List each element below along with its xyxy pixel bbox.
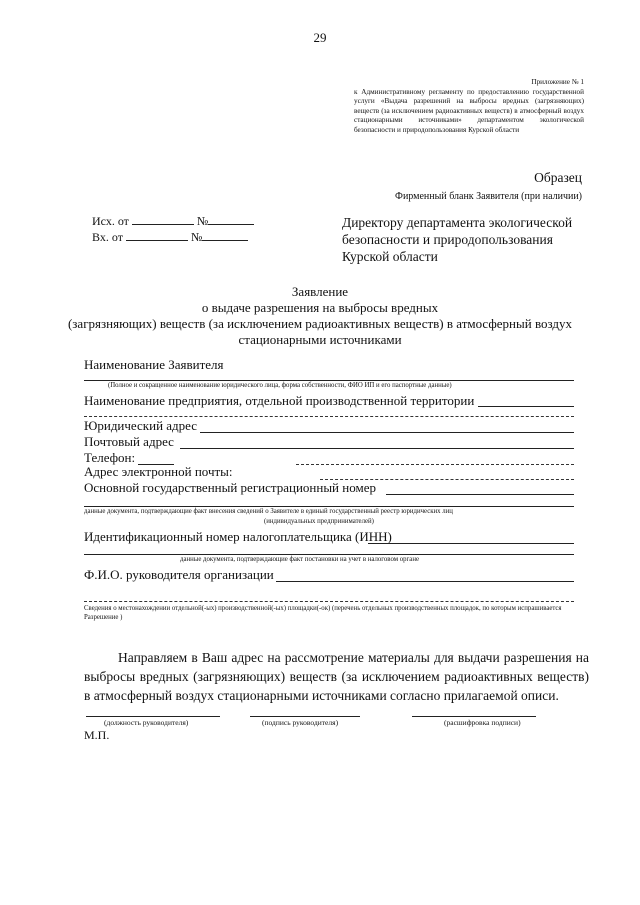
outgoing-row [92, 214, 254, 229]
legal-address-line [200, 432, 574, 433]
inn-label: Идентификационный номер налогоплательщика (ИНН) [84, 529, 392, 544]
page-number: 29 [313, 30, 327, 45]
decode-line [412, 716, 536, 717]
stamp-label: М.П. [84, 728, 110, 742]
appendix-heading: Приложение № 1 [531, 78, 584, 86]
enterprise-name-label: Наименование предприятия, отдельной производственной территории [84, 393, 475, 408]
enterprise-extra-line [84, 416, 574, 417]
title-line-3: (загрязняющих) веществ (за исключением радиоактивных веществ) в атмосферный воздух [67, 316, 573, 331]
decode-caption: (расшифровка подписи) [444, 718, 521, 727]
signature-caption: (подпись руководителя) [262, 718, 339, 727]
phone-extra-line [296, 464, 574, 465]
letterhead-label: Фирменный бланк Заявителя (при наличии) [395, 191, 582, 202]
ogrn-caption-1: данные документа, подтверждающие факт внесения сведений о Заявителе в единый государственный реестр юридических лиц [84, 508, 453, 515]
outgoing-number-line [208, 224, 254, 225]
sample-label: Образец [534, 170, 582, 185]
outgoing-label: Исх. от [92, 214, 129, 228]
applicant-caption: (Полное и сокращенное наименование юридического лица, форма собственности, ФИО ИП и его паспортные данные) [108, 382, 452, 389]
ogrn-caption-line [84, 506, 574, 507]
head-name-label: Ф.И.О. руководителя организации [84, 567, 274, 582]
inn-caption: данные документа, подтверждающие факт постановки на учет в налоговом органе [180, 556, 419, 563]
postal-address-label: Почтовый адрес [84, 434, 174, 449]
inn-caption-line [84, 554, 574, 555]
appendix-block [354, 78, 584, 136]
request-paragraph: Направляем в Ваш адрес на рассмотрение материалы для выдачи разрешения на выбросы вредных (загрязняющих) веществ (за исключением радиоактивных веществ) в атмосферный воздух стационарными источниками согласно прилагаемой описи. [84, 650, 589, 703]
sites-line [84, 601, 574, 602]
title-line-1: Заявление [291, 284, 349, 299]
title-line-2: о выдаче разрешения на выбросы вредных [201, 300, 439, 315]
applicant-name-line [84, 380, 574, 381]
phone-label: Телефон: [84, 450, 136, 465]
incoming-label: Вх. от [92, 230, 123, 244]
ogrn-label: Основной государственный регистрационный номер [84, 480, 376, 495]
inn-line [368, 543, 574, 544]
incoming-date-line [126, 240, 188, 241]
position-line [86, 716, 220, 717]
postal-address-line [180, 448, 574, 449]
incoming-number-line [202, 240, 248, 241]
outgoing-number-label: № [196, 214, 209, 228]
appendix-text: к Административному регламенту по предоставлению государственной услуги «Выдача разрешений на выбросы вредных (загрязняющих) веществ (за исключением радиоактивных веществ) в атмосферный воздух стационарными источниками» департаментом экологической безопасности и природопользования Курской области [354, 87, 584, 134]
applicant-name-label: Наименование Заявителя [84, 357, 224, 372]
ogrn-caption-2: (индивидуальных предпринимателей) [264, 518, 374, 525]
title-line-4: стационарными источниками [238, 332, 402, 347]
sites-caption: Сведения о местонахождении отдельной(-ых) производственной(-ых) площадки(-ок) (перечень отдельных производственных площадок, по которым испрашивается Разрешение ) [84, 605, 562, 621]
email-label: Адрес электронной почты: [84, 464, 233, 479]
signature-line [250, 716, 360, 717]
enterprise-name-line [478, 406, 574, 407]
head-name-line [276, 581, 574, 582]
incoming-number-label: № [190, 230, 203, 244]
position-caption: (должность руководителя) [104, 718, 189, 727]
outgoing-date-line [132, 224, 194, 225]
addressee: Директору департамента экологической безопасности и природопользования Курской области [342, 215, 573, 264]
legal-address-label: Юридический адрес [84, 418, 198, 433]
incoming-row [92, 230, 248, 245]
ogrn-line [386, 494, 574, 495]
